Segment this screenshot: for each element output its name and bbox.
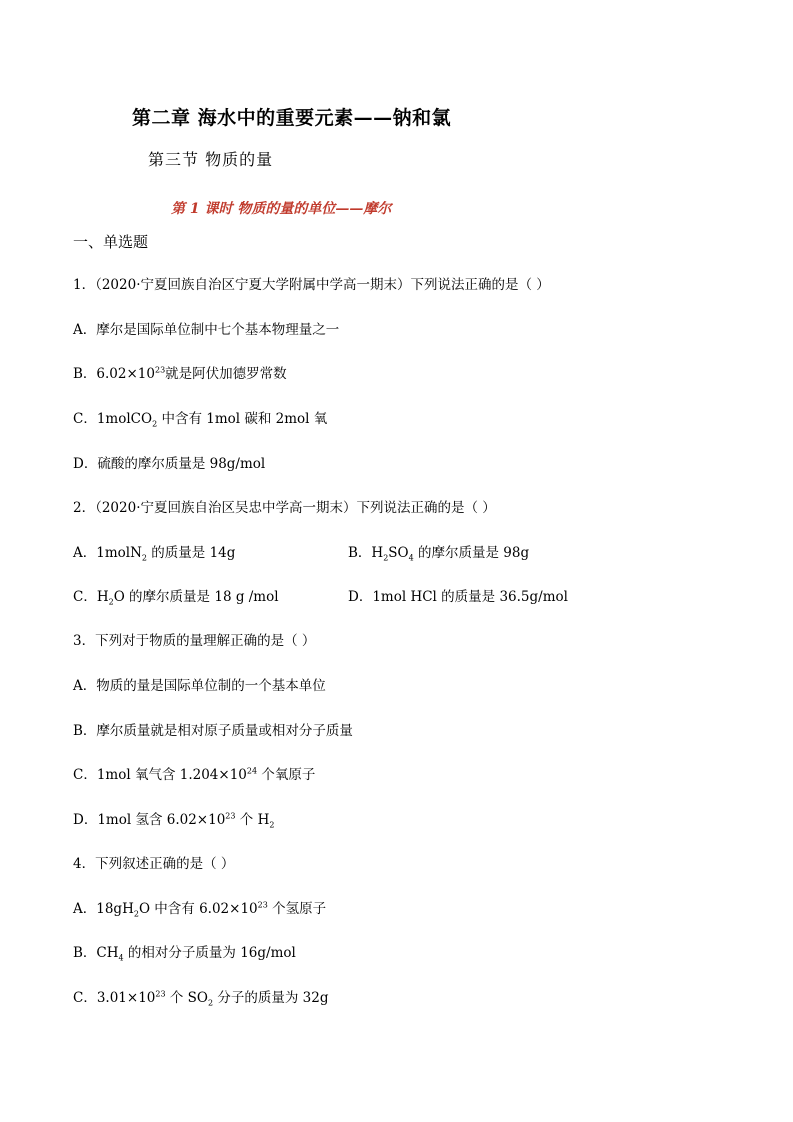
question-2-option-c: C．$H_2O$ 的摩尔质量是 18 g /mol — [73, 589, 279, 607]
question-4-option-a: A．$18gH_2O$ 中含有 $6.02\times 10^{23}$ 个氢原子 — [73, 900, 327, 919]
question-3-option-d: D．1mol 氢含 $6.02\times 10^{23}$ 个 $H_2$ — [73, 811, 275, 830]
question-2-option-a: A．1molN$_2$ 的质量是 14g — [73, 545, 236, 563]
question-2-option-d: D．1mol HCl 的质量是 36.5g/mol — [348, 589, 568, 605]
chapter-title: 第二章 海水中的重要元素——钠和氯 — [132, 107, 452, 129]
question-1-option-d: D．硫酸的摩尔质量是 98g/mol — [73, 456, 266, 472]
question-1-stem: 1．（2020·宁夏回族自治区宁夏大学附属中学高一期末）下列说法正确的是（ ） — [73, 277, 550, 293]
question-1-option-c: C．1molCO$_2$ 中含有 1mol 碳和 2mol 氧 — [73, 411, 328, 429]
question-3-option-b: B．摩尔质量就是相对原子质量或相对分子质量 — [73, 723, 353, 739]
question-3-option-a: A．物质的量是国际单位制的一个基本单位 — [73, 678, 326, 694]
question-3-stem: 3．下列对于物质的量理解正确的是（ ） — [73, 633, 316, 649]
section-heading: 一、单选题 — [73, 233, 149, 251]
question-4-option-c: C．$3.01\times 10^{23}$ 个 $SO_2$ 分子的质量为 32g — [73, 989, 329, 1008]
question-4-stem: 4．下列叙述正确的是（ ） — [73, 856, 235, 872]
question-1-option-b: B．$6.02\times 10^{23}$就是阿伏加德罗常数 — [73, 365, 287, 382]
lesson-title: 第 1 课时 物质的量的单位——摩尔 — [171, 201, 392, 217]
question-4-option-b: B．$CH_4$ 的相对分子质量为 16g/mol — [73, 945, 296, 963]
section-title: 第三节 物质的量 — [148, 150, 274, 169]
question-2-stem: 2．（2020·宁夏回族自治区吴忠中学高一期末）下列说法正确的是（ ） — [73, 500, 496, 516]
question-2-option-b: B．$H_2SO_4$ 的摩尔质量是 98g — [348, 545, 530, 563]
question-3-option-c: C．1mol 氧气含 $1.204\times 10^{24}$ 个氧原子 — [73, 766, 316, 783]
question-1-option-a: A．摩尔是国际单位制中七个基本物理量之一 — [73, 322, 340, 338]
